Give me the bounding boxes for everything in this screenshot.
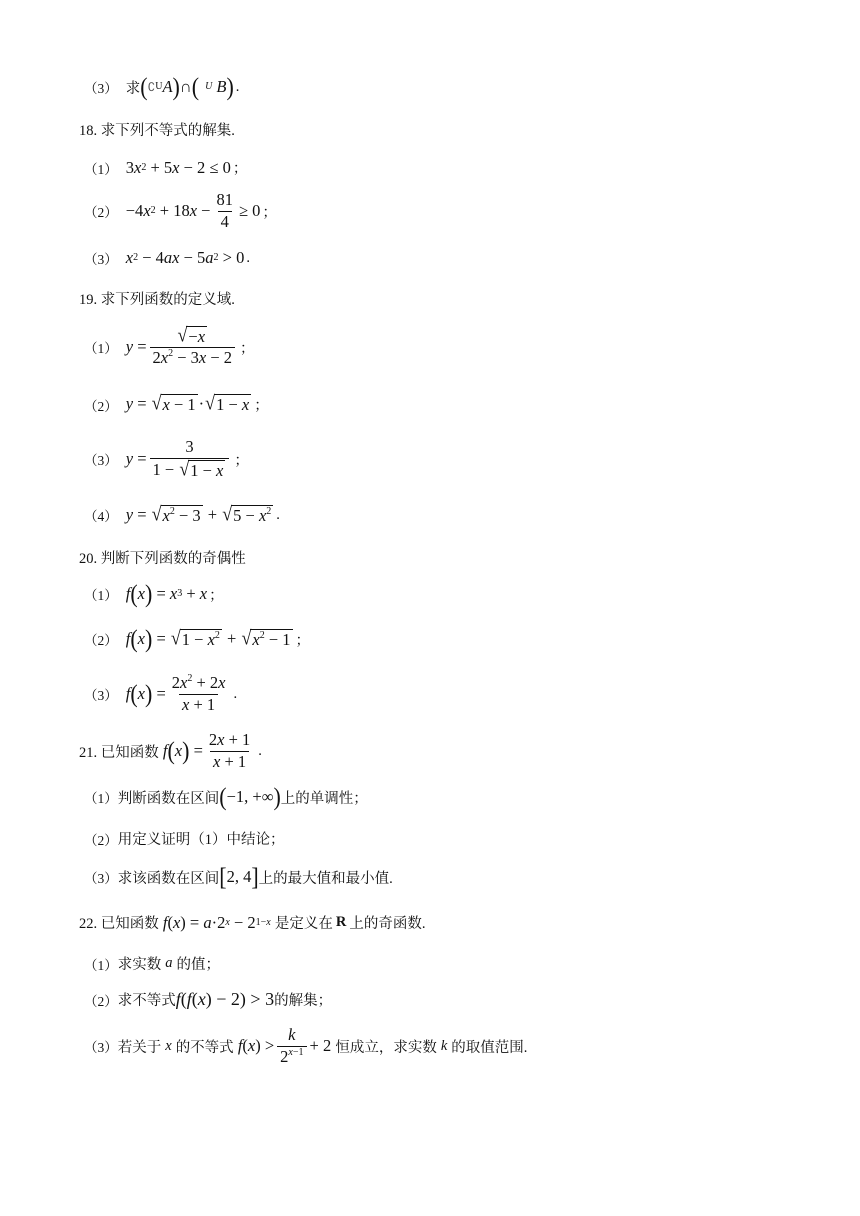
q20-part2-end: ； — [295, 632, 311, 649]
q20-title — [79, 547, 246, 568]
q17-part3-formula: ( ∁ U A ) ∩ ( U B ) — [140, 72, 234, 101]
q22-title-mid: 是定义在 — [274, 916, 333, 932]
q22-part1-var: a — [165, 955, 173, 971]
q18-part1 — [84, 157, 247, 178]
q20-part1-formula: f ( x ) = x 3 + x — [125, 579, 208, 608]
q22-part2-post: 的解集； — [274, 993, 333, 1009]
q18-part2-label: （2） — [84, 205, 118, 221]
q19-title-text: 19. 求下列函数的定义域. — [79, 292, 235, 308]
q22-part2-label: （2） — [84, 993, 118, 1009]
q21-title — [79, 731, 262, 772]
q17-set-b: B — [216, 77, 227, 96]
q18-part1-end: ； — [232, 161, 248, 177]
q19-part3-end: ； — [234, 452, 249, 469]
q18-part2 — [84, 191, 277, 232]
q21-title-end: . — [258, 742, 262, 759]
q19-part3-label: （3） — [84, 453, 118, 469]
q19-part3-formula: y = 3 1 − √ 1 − x — [126, 438, 233, 480]
q21-title-text: 21. 已知函数 — [79, 744, 159, 761]
q21-part3-interval: [ 2, 4 ] — [219, 862, 259, 891]
q21-part1-label: （1） — [84, 791, 118, 806]
q22-part1-pre: 求实数 — [117, 957, 162, 973]
q18-part1-formula: 3 x 2 + 5 x − 2 ≤ 0 — [125, 157, 231, 177]
q18-part1-label: （1） — [84, 161, 118, 177]
q22-part1-post: 的值； — [176, 957, 220, 973]
q22-title-r: R — [335, 914, 347, 930]
q22-part3-post: 的取值范围. — [451, 1039, 528, 1056]
q20-part1 — [84, 579, 224, 608]
q21-part3-pre: 求该函数在区间 — [117, 870, 220, 887]
q18-part3-end: . — [246, 249, 250, 266]
q22-title-pre: 22. 已知函数 — [79, 916, 159, 932]
q21-part2-text: 用定义证明（1）中结论； — [117, 832, 285, 848]
q22-part2 — [84, 989, 332, 1010]
q22-part1 — [84, 953, 220, 974]
q20-part3-formula: f ( x ) = $\frac{2x^2 + 2x}{x + 1}$ — [125, 673, 226, 714]
q17-part3 — [84, 72, 240, 101]
q19-part2-end: ； — [254, 398, 269, 414]
q19-part4-end: . — [276, 506, 280, 523]
q17-part3-text: 求 — [125, 80, 141, 97]
q19-part1-end: ； — [240, 340, 255, 357]
q22-part3-mid2: 恒成立，求实数 — [335, 1039, 437, 1056]
q19-part3 — [84, 438, 249, 480]
q19-part2 — [84, 394, 269, 415]
q21-title-formula: f ( x ) = $\frac{2x + 1}{x + 1}$ — [162, 730, 251, 771]
q21-part3-label: （3） — [84, 871, 118, 886]
q19-part2-formula: y = √ x − 1 · √ 1 − x — [125, 392, 250, 415]
q20-title-text: 20. 判断下列函数的奇偶性 — [79, 551, 246, 567]
q17-part3-end: . — [235, 78, 240, 95]
q22-part3-var2: k — [440, 1037, 448, 1054]
q21-part1 — [84, 782, 368, 811]
q21-part3 — [84, 862, 393, 891]
q18-part3-formula: x 2 − 4 ax − 5 a 2 > 0 — [125, 248, 245, 267]
q22-part1-label: （1） — [84, 957, 118, 973]
q20-part2-label: （2） — [84, 633, 118, 648]
q17-part3-label: （3） — [84, 81, 118, 96]
q18-part3 — [84, 248, 250, 268]
q22-part3 — [84, 1026, 527, 1067]
q19-part1-label: （1） — [84, 341, 118, 357]
q19-part4 — [84, 502, 280, 525]
q19-part2-label: （2） — [84, 398, 118, 414]
q22-part3-label: （3） — [84, 1040, 118, 1056]
q22-part3-var: x — [165, 1037, 172, 1054]
q20-part3 — [84, 674, 237, 715]
q18-title — [79, 119, 235, 140]
q20-part3-end: . — [233, 685, 238, 702]
q19-part1-formula: y = √ −x $2x^2 - 3x - 2$ — [126, 326, 238, 368]
q21-part1-post: 上的单调性； — [280, 790, 368, 807]
q18-part2-end: ； — [262, 204, 277, 221]
q19-part1 — [84, 323, 255, 368]
q22-title-formula: f ( x ) = a ·2 x − 2 1−x — [162, 912, 271, 932]
q22-part2-pre: 求不等式 — [117, 993, 176, 1009]
q20-part1-end: ； — [209, 587, 224, 604]
q21-part2 — [84, 828, 285, 849]
q19-title — [79, 288, 235, 309]
q22-part3-formula: f ( x ) > $\frac{k}{2^{x-1}}$ + 2 — [237, 1025, 336, 1066]
q20-part3-label: （3） — [84, 688, 118, 704]
q21-part2-label: （2） — [84, 832, 118, 848]
q19-part4-formula: y = √ $x^2 - 3$ + √ $5 - x^2$ — [125, 502, 272, 525]
q22-part3-pre: 若关于 — [117, 1039, 162, 1056]
q22-title-post: 上的奇函数. — [349, 916, 426, 932]
q21-part1-interval: ( −1, +∞ ) — [219, 782, 281, 811]
q20-part1-label: （1） — [84, 588, 118, 603]
q20-part2 — [84, 624, 311, 653]
q22-title — [79, 912, 425, 933]
q17-set-a: A — [162, 77, 173, 96]
q22-part2-formula: f ( f ( x ) − 2) > 3 — [175, 989, 275, 1009]
q18-part3-label: （3） — [84, 252, 118, 267]
q21-part3-post: 上的最大值和最小值. — [258, 870, 393, 887]
q18-part2-formula: −4 x 2 + 18 x − $\frac{81}{4}$ ≥ 0 — [125, 190, 261, 231]
q20-part2-formula: f ( x ) = √ $1 - x^2$ + √ $x^2 - 1$ — [125, 624, 291, 653]
q22-part3-mid: 的不等式 — [175, 1039, 234, 1056]
q19-part4-label: （4） — [84, 509, 118, 525]
q18-title-text: 18. 求下列不等式的解集. — [79, 123, 235, 139]
q21-part1-pre: 判断函数在区间 — [117, 790, 220, 807]
